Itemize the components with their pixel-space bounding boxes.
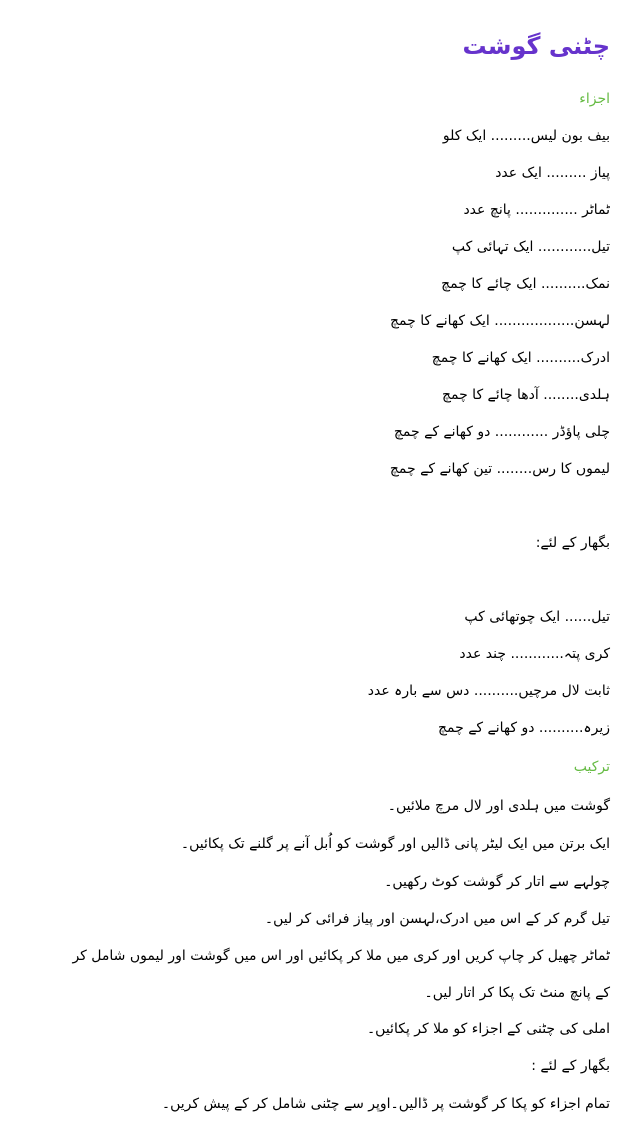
- method-line: ٹماٹر چھیل کر چاپ کریں اور کری میں ملا کر پکائیں اور اس میں گوشت اور لیموں شامل کر: [72, 948, 610, 964]
- method-line: گوشت میں ہلدی اور لال مرچ ملائیں۔: [387, 798, 610, 814]
- ingredient-line: نمک.......... ایک چائے کا چمچ: [441, 276, 610, 292]
- ingredient-line: بیف بون لیس......... ایک کلو: [442, 128, 610, 144]
- method-line: تمام اجزاء کو پکا کر گوشت پر ڈالیں۔اوپر سے چٹنی شامل کر کے پیش کریں۔: [161, 1096, 610, 1112]
- ingredient-line: ادرک.......... ایک کھانے کا چمچ: [431, 350, 610, 366]
- method-line: کے پانچ منٹ تک پکا کر اتار لیں۔: [424, 985, 610, 1001]
- ingredient-line: ٹماٹر .............. پانچ عدد: [463, 202, 610, 218]
- method-line: چولہے سے اتار کر گوشت کوٹ رکھیں۔: [384, 874, 610, 890]
- tempering-line: ثابت لال مرچیں.......... دس سے بارہ عدد: [367, 683, 610, 699]
- ingredient-line: چلی پاؤڈر ............ دو کھانے کے چمچ: [393, 424, 610, 440]
- method-line: املی کی چٹنی کے اجزاء کو ملا کر پکائیں۔: [366, 1021, 610, 1037]
- tempering-line: زیرہ.......... دو کھانے کے چمچ: [437, 720, 610, 736]
- method-line: بگھار کے لئے :: [531, 1058, 610, 1074]
- method-heading: ترکیب: [573, 759, 610, 775]
- ingredient-line: ہلدی........ آدھا چائے کا چمچ: [441, 387, 610, 403]
- ingredient-line: تیل............ ایک تہائی کپ: [451, 239, 610, 255]
- tempering-line: کری پتہ............ چند عدد: [459, 646, 610, 662]
- ingredient-line: پیاز ......... ایک عدد: [495, 165, 610, 181]
- method-line: تیل گرم کر کے اس میں ادرک،لہسن اور پیاز فرائی کر لیں۔: [264, 911, 610, 927]
- tempering-line: تیل...... ایک چوتھائی کپ: [464, 609, 610, 625]
- method-line: ایک برتن میں ایک لیٹر پانی ڈالیں اور گوشت کو اُبل آنے پر گلنے تک پکائیں۔: [180, 836, 610, 852]
- ingredient-line: لہسن.................. ایک کھانے کا چمچ: [389, 313, 610, 329]
- tempering-heading: بگھار کے لئے:: [535, 535, 610, 551]
- ingredient-line: لیموں کا رس........ تین کھانے کے چمچ: [389, 461, 610, 477]
- ingredients-heading: اجزاء: [579, 91, 610, 107]
- page-title: چٹنی گوشت: [462, 32, 610, 60]
